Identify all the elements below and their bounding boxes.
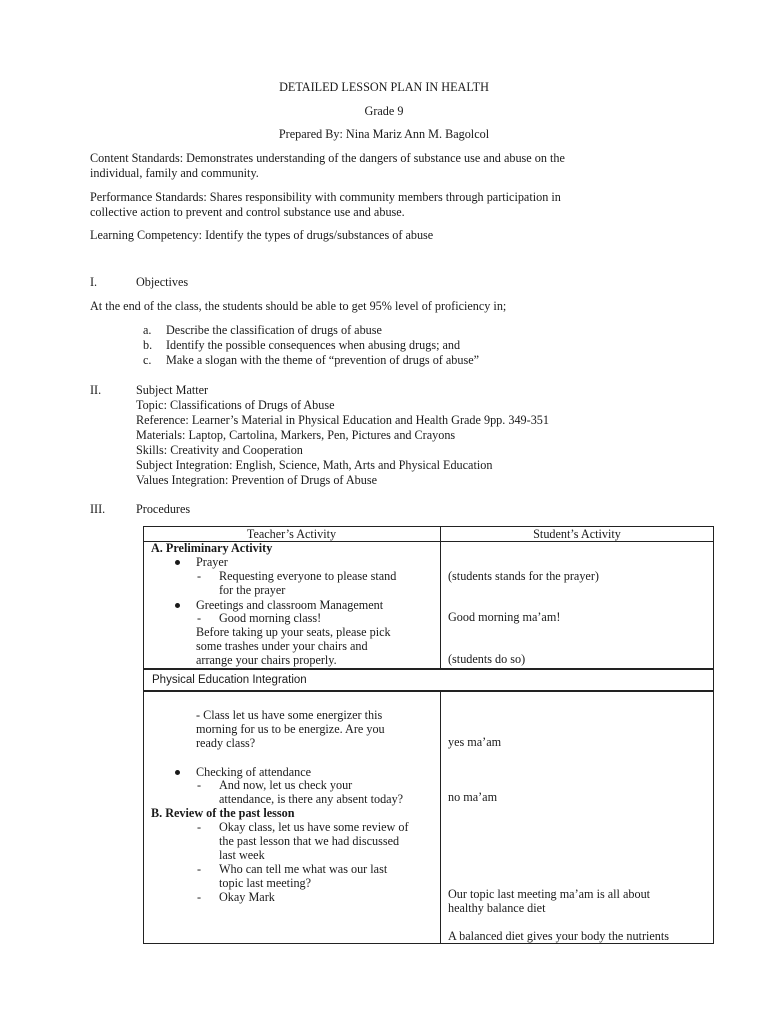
objective-marker: b.: [143, 338, 153, 352]
prayer-request-line1: Requesting everyone to please stand: [219, 569, 397, 583]
greeting-line2: Before taking up your seats, please pick: [196, 625, 391, 639]
subject-skills: Skills: Creativity and Cooperation: [136, 443, 303, 457]
student-greeting-response: Good morning ma’am!: [448, 610, 561, 624]
content-standards-line2: individual, family and community.: [90, 166, 259, 180]
student-yes-response: yes ma’am: [448, 735, 502, 749]
pe-integration-label: Physical Education Integration: [152, 674, 307, 686]
teacher-activity-header: Teacher’s Activity: [246, 527, 337, 541]
energizer-line2: morning for us to be energize. Are you: [196, 722, 385, 736]
document-title: DETAILED LESSON PLAN IN HEALTH: [279, 80, 489, 94]
energizer-line1: - Class let us have some energizer this: [196, 708, 383, 722]
student-prayer-response: (students stands for the prayer): [448, 569, 599, 583]
greeting-line3: some trashes under your chairs and: [196, 639, 368, 653]
review-line4: Who can tell me what was our last: [219, 862, 388, 876]
greetings-item: Greetings and classroom Management: [196, 598, 384, 612]
objectives-heading: Objectives: [136, 275, 189, 289]
student-balanced-diet: A balanced diet gives your body the nutrients: [448, 929, 670, 943]
prayer-request-line2: for the prayer: [219, 583, 286, 597]
student-activity-header: Student’s Activity: [533, 527, 621, 541]
objective-item: Make a slogan with the theme of “prevention of drugs of abuse”: [166, 353, 480, 367]
learning-competency: Learning Competency: Identify the types of drugs/substances of abuse: [90, 228, 434, 242]
table-column-divider: [440, 691, 441, 944]
section-a-heading: A. Preliminary Activity: [151, 541, 273, 555]
dash-marker: -: [197, 862, 202, 876]
student-no-absent-response: no ma’am: [448, 790, 498, 804]
subject-reference: Reference: Learner’s Material in Physical Education and Health Grade 9pp. 349-351: [136, 413, 549, 427]
objective-marker: c.: [143, 353, 152, 367]
prayer-item: Prayer: [196, 555, 228, 569]
subject-topic: Topic: Classifications of Drugs of Abuse: [136, 398, 335, 412]
bullet-icon: [175, 560, 180, 565]
procedures-heading: Procedures: [136, 502, 191, 516]
performance-standards-line1: Performance Standards: Shares responsibility with community members through participation in: [90, 190, 561, 204]
review-line3: last week: [219, 848, 265, 862]
dash-marker: -: [197, 569, 202, 583]
objective-item: Identify the possible consequences when abusing drugs; and: [166, 338, 461, 352]
content-standards-line1: Content Standards: Demonstrates understanding of the dangers of substance use and abuse on the: [90, 151, 565, 165]
grade-label: Grade 9: [364, 104, 404, 118]
bullet-icon: [175, 603, 180, 608]
subject-matter-number: II.: [90, 383, 102, 397]
prepared-by: Prepared By: Nina Mariz Ann M. Bagolcol: [278, 127, 490, 141]
dash-marker: -: [197, 778, 202, 792]
values-integration: Values Integration: Prevention of Drugs of Abuse: [136, 473, 377, 487]
subject-materials: Materials: Laptop, Cartolina, Markers, Pen, Pictures and Crayons: [136, 428, 456, 442]
objectives-number: I.: [90, 275, 98, 289]
attendance-line1: And now, let us check your: [219, 778, 353, 792]
subject-integration: Subject Integration: English, Science, Math, Arts and Physical Education: [136, 458, 493, 472]
procedures-number: III.: [90, 502, 106, 516]
review-line5: topic last meeting?: [219, 876, 312, 890]
dash-marker: -: [197, 820, 202, 834]
dash-marker: -: [197, 890, 202, 904]
objectives-intro: At the end of the class, the students should be able to get 95% level of proficiency in;: [90, 299, 507, 313]
greeting-line4: arrange your chairs properly.: [196, 653, 337, 667]
student-topic-line1: Our topic last meeting ma’am is all about: [448, 887, 651, 901]
subject-matter-heading: Subject Matter: [136, 383, 209, 397]
student-topic-line2: healthy balance diet: [448, 901, 546, 915]
objective-marker: a.: [143, 323, 152, 337]
dash-marker: -: [197, 611, 202, 625]
review-line1: Okay class, let us have some review of: [219, 820, 409, 834]
student-do-so-response: (students do so): [448, 652, 526, 666]
attendance-line2: attendance, is there any absent today?: [219, 792, 404, 806]
objective-item: Describe the classification of drugs of abuse: [166, 323, 382, 337]
review-line6: Okay Mark: [219, 890, 275, 904]
table-column-divider: [440, 526, 441, 669]
energizer-line3: ready class?: [196, 736, 256, 750]
review-line2: the past lesson that we had discussed: [219, 834, 400, 848]
greeting-line1: Good morning class!: [219, 611, 322, 625]
bullet-icon: [175, 770, 180, 775]
section-b-heading: B. Review of the past lesson: [151, 806, 295, 820]
attendance-item: Checking of attendance: [196, 765, 312, 779]
performance-standards-line2: collective action to prevent and control substance use and abuse.: [90, 205, 405, 219]
